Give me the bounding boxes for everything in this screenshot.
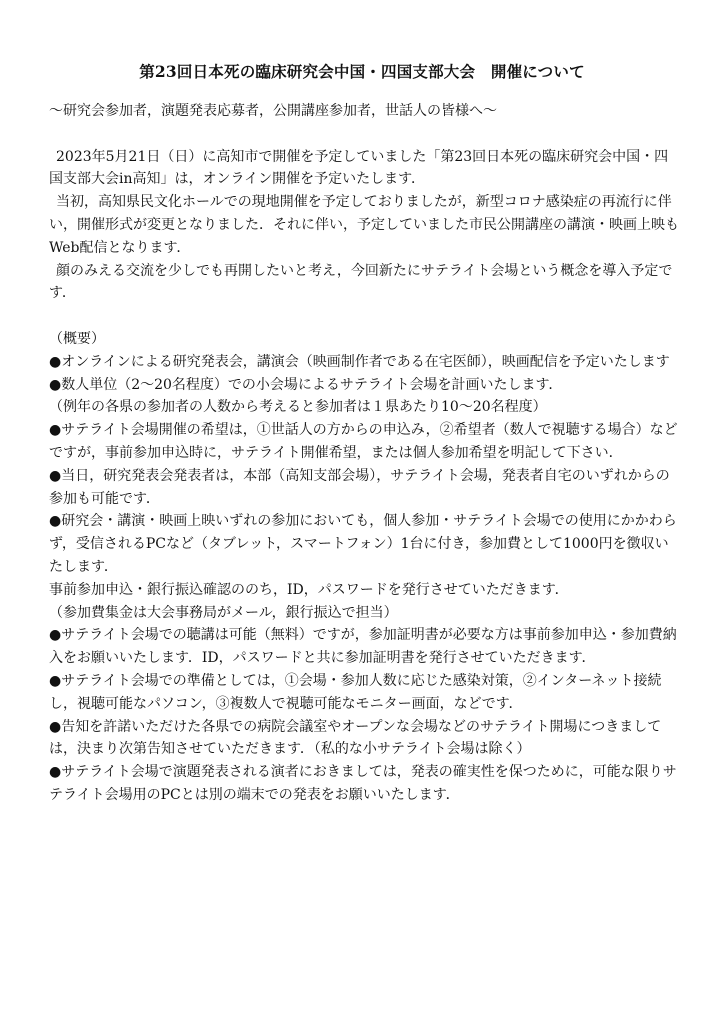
overview-item-announcement: ●告知を許諾いただけた各県での病院会議室やオープンな会場などのサテライト開場につきましては，決まり次第告知させていただきます．（私的な小サテライト会場は除く） (49, 718, 662, 758)
intro-paragraph-3: 顔のみえる交流を少しでも再開したいと考え，今回新たにサテライト会場という概念を導入予定です． (49, 262, 673, 302)
overview-item-satellite-size: ●数人単位（2〜20名程度）での小会場によるサテライト会場を計画いたします． (49, 376, 563, 393)
overview-item-presentation-device: ●サテライト会場で演題発表される演者におきましては，発表の確実性を保つために，可能な限りサテライト会場用のPCとは別の端末での発表をお願いいたします． (49, 764, 677, 803)
overview-heading: （概要） (49, 330, 105, 347)
intro-paragraph-1: 2023年5月21日（日）に高知市で開催を予定していました「第23回日本死の臨床研究会中国・四国支部大会in高知」は，オンライン開催を予定いたします． (49, 148, 669, 188)
greeting-line: 〜研究会参加者，演題発表応募者，公開講座参加者，世話人の皆様へ〜 (49, 103, 497, 119)
document-body (49, 100, 681, 807)
overview-item-fee: ●研究会・講演・映画上映いずれの参加においても，個人参加・サテライト会場での使用にかかわらず，受信されるPCなど（タブレット，スマートフォン）1台に付き，参加費として1000円を徴収いたします． (49, 513, 677, 575)
overview-item-satellite-request: ●サテライト会場開催の希望は，①世話人の方からの申込み，②希望者（数人で視聴する場合）などですが，事前参加申込時に，サテライト開催希望，または個人参加希望を明記して下さい． (49, 422, 678, 461)
overview-note-participants: （例年の各県の参加者の人数から考えると参加者は１県あたり10〜20名程度） (49, 399, 547, 416)
overview-item-certificate: ●サテライト会場での聴講は可能（無料）ですが，参加証明書が必要な方は事前参加申込・参加費納入をお願いいたします．ID，パスワードと共に参加証明書を発行させていただきます． (49, 627, 677, 667)
overview-item-preparation: ●サテライト会場での準備としては，①会場・参加人数に応じた感染対策，②インターネット接続し，視聴可能なパソコン，③複数人で視聴可能なモニター画面，などです． (49, 672, 662, 712)
overview-note-id-password: 事前参加申込・銀行振込確認ののち，ID，パスワードを発行させていただきます． (49, 581, 569, 598)
overview-note-fee-collection: （参加費集金は大会事務局がメール，銀行振込で担当） (49, 604, 398, 621)
intro-paragraph-2: 当初，高知県民文化ホールでの現地開催を予定しておりましたが，新型コロナ感染症の再流行に伴い，開催形式が変更となりました．それに伴い，予定していました市民公開講座の講演・映画上映もWeb配信となります． (49, 194, 679, 256)
spacer (49, 123, 681, 146)
overview-item-presenters: ●当日，研究発表会発表者は，本部（高知支部会場），サテライト会場，発表者自宅のいずれからの参加も可能です． (49, 467, 670, 507)
document-title: 第23回日本死の臨床研究会中国・四国支部大会 開催について (139, 62, 585, 81)
spacer (49, 305, 681, 328)
overview-item-online: ●オンラインによる研究発表会，講演会（映画制作者である在宅医師），映画配信を予定いたします (49, 353, 670, 370)
